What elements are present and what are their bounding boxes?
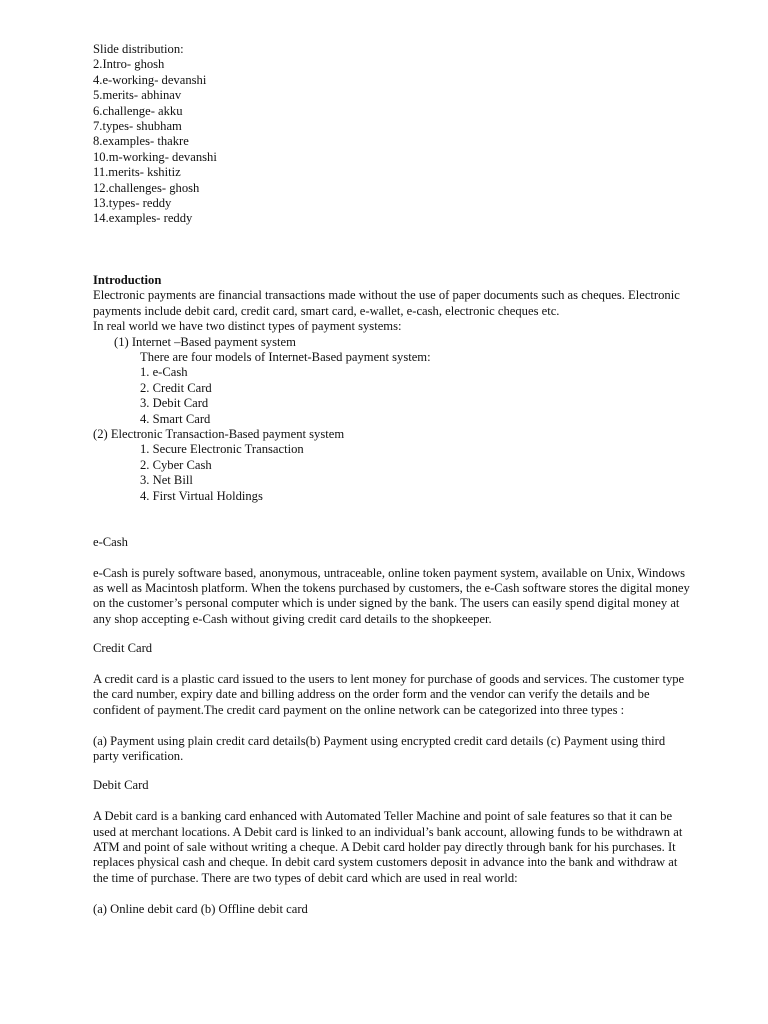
introduction-heading: Introduction: [93, 272, 162, 287]
internet-payment-desc: There are four models of Internet-Based payment system:: [140, 349, 431, 364]
ecash-section: [93, 535, 693, 627]
internet-payment-title: (1) Internet –Based payment system: [114, 334, 296, 349]
internet-model-item: 1. e-Cash: [140, 365, 188, 380]
credit-card-heading: Credit Card: [93, 641, 153, 656]
slide-item: 14.examples- reddy: [93, 211, 193, 226]
ecash-heading: e-Cash: [93, 534, 128, 549]
debit-card-types: (a) Online debit card (b) Offline debit card: [93, 901, 308, 916]
internet-model-item: 3. Debit Card: [140, 396, 209, 411]
payment-systems-intro: In real world we have two distinct types of payment systems:: [93, 319, 402, 334]
slide-item: 11.merits- kshitiz: [93, 165, 181, 180]
slide-item: 13.types- reddy: [93, 196, 172, 211]
electronic-model-item: 2. Cyber Cash: [140, 457, 212, 472]
slide-item: 12.challenges- ghosh: [93, 180, 200, 195]
slide-distribution-heading: Slide distribution:: [93, 42, 184, 56]
slide-item: 7.types- shubham: [93, 119, 182, 134]
internet-model-item: 2. Credit Card: [140, 380, 212, 395]
introduction-paragraph: Electronic payments are financial transactions made without the use of paper documents such as cheques. Electronic payments include debit card, credit card, smart card, e-wallet, e-cash, electronic cheques etc.: [93, 288, 680, 318]
slide-item: 5.merits- abhinav: [93, 88, 182, 103]
slide-distribution-section: [93, 42, 693, 227]
internet-model-item: 4. Smart Card: [140, 411, 211, 426]
introduction-section: [93, 273, 693, 504]
electronic-model-item: 1. Secure Electronic Transaction: [140, 442, 304, 457]
slide-item: 10.m-working- devanshi: [93, 149, 217, 164]
ecash-body: e-Cash is purely software based, anonymous, untraceable, online token payment system, available on Unix, Windows as well as Macintosh platform. When the tokens purchased by customers, the e-Cash software stores the digital money on the customer’s personal computer which is under signed by the bank. The users can easily spend digital money at any shop accepting e-Cash without giving credit card details to the shopkeeper.: [93, 565, 690, 626]
credit-card-section: [93, 641, 693, 764]
credit-card-body: A credit card is a plastic card issued to the users to lent money for purchase of goods and services. The customer type the card number, expiry date and billing address on the order form and the vendor can verify the details and be confident of payment.The credit card payment on the online network can be categorized into three types :: [93, 671, 685, 717]
electronic-payment-title: (2) Electronic Transaction-Based payment system: [93, 426, 345, 441]
slide-item: 4.e-working- devanshi: [93, 72, 207, 87]
debit-card-heading: Debit Card: [93, 778, 149, 793]
slide-item: 6.challenge- akku: [93, 103, 183, 118]
credit-card-types: (a) Payment using plain credit card details(b) Payment using encrypted credit card details (c) Payment using third party verification.: [93, 733, 666, 763]
document-page: [93, 42, 693, 917]
electronic-model-item: 4. First Virtual Holdings: [140, 488, 263, 503]
electronic-model-item: 3. Net Bill: [140, 473, 193, 488]
debit-card-section: [93, 778, 693, 917]
slide-item: 2.Intro- ghosh: [93, 57, 165, 72]
debit-card-body: A Debit card is a banking card enhanced with Automated Teller Machine and point of sale features so that it can be used at merchant locations. A Debit card is linked to an individual’s bank account, allowing funds to be withdrawn at ATM and point of sale without writing a cheque. A Debit card holder pay directly through bank for his purchases. It replaces physical cash and cheque. In debit card system customers deposit in advance into the bank and withdraw at the time of purchase. There are two types of debit card which are used in real world:: [93, 809, 683, 885]
slide-item: 8.examples- thakre: [93, 134, 189, 149]
